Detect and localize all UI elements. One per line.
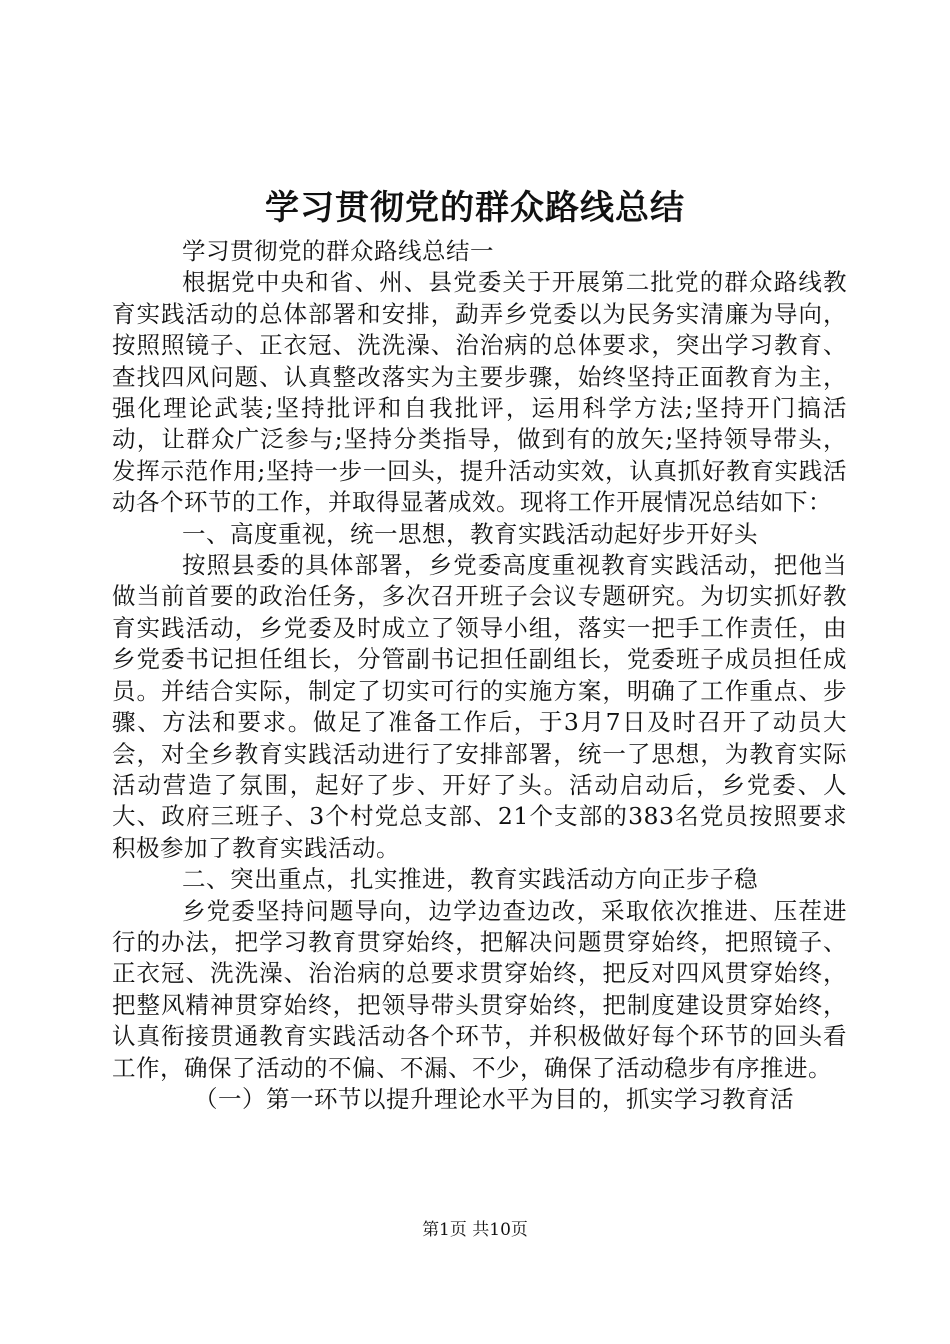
paragraph-intro: 根据党中央和省、州、县党委关于开展第二批党的群众路线教育实践活动的总体部署和安排，勐弄乡党委以为民务实清廉为导向，按照照镜子、正衣冠、洗洗澡、治治病的总体要求，突出学习教育、查找四风问题、认真整改落实为主要步骤，始终坚持正面教育为主，强化理论武装;坚持批评和自我批评，运用科学方法;坚持开门搞活动，让群众广泛参与;坚持分类指导，做到有的放矢;坚持领导带头，发挥示范作用;坚持一步一回头，提升活动实效，认真抓好教育实践活动各个环节的工作，并取得显著成效。现将工作开展情况总结如下： <box>112 268 847 517</box>
page-number-footer: 第1页 共10页 <box>422 1220 528 1240</box>
section-heading-2: 二、突出重点，扎实推进，教育实践活动方向正步子稳 <box>182 865 758 894</box>
paragraph-section-1: 按照县委的具体部署，乡党委高度重视教育实践活动，把他当做当前首要的政治任务，多次召开班子会议专题研究。为切实抓好教育实践活动，乡党委及时成立了领导小组，落实一把手工作责任，由乡党委书记担任组长，分管副书记担任副组长，党委班子成员担任成员。并结合实际，制定了切实可行的实施方案，明确了工作重点、步骤、方法和要求。做足了准备工作后，于3月7日及时召开了动员大会，对全乡教育实践活动进行了安排部署，统一了思想，为教育实际活动营造了氛围，起好了步、开好了头。活动启动后，乡党委、人大、政府三班子、3个村党总支部、21个支部的383名党员按照要求积极参加了教育实践活动。 <box>112 551 847 862</box>
paragraph-section-2: 乡党委坚持问题导向，边学边查边改，采取依次推进、压茬进行的办法，把学习教育贯穿始终，把解决问题贯穿始终，把照镜子、正衣冠、洗洗澡、治治病的总要求贯穿始终，把反对四风贯穿始终，把整风精神贯穿始终，把领导带头贯穿始终，把制度建设贯穿始终，认真衔接贯通教育实践活动各个环节，并积极做好每个环节的回头看工作，确保了活动的不偏、不漏、不少，确保了活动稳步有序推进。 <box>112 896 847 1082</box>
document-body <box>112 236 847 1115</box>
section-heading-1: 一、高度重视，统一思想，教育实践活动起好步开好头 <box>182 519 758 548</box>
subsection-heading-1: （一）第一环节以提升理论水平为目的，抓实学习教育活 <box>194 1084 794 1113</box>
paragraph-subtitle: 学习贯彻党的群众路线总结一 <box>182 237 494 265</box>
document-title: 学习贯彻党的群众路线总结 <box>265 188 685 228</box>
